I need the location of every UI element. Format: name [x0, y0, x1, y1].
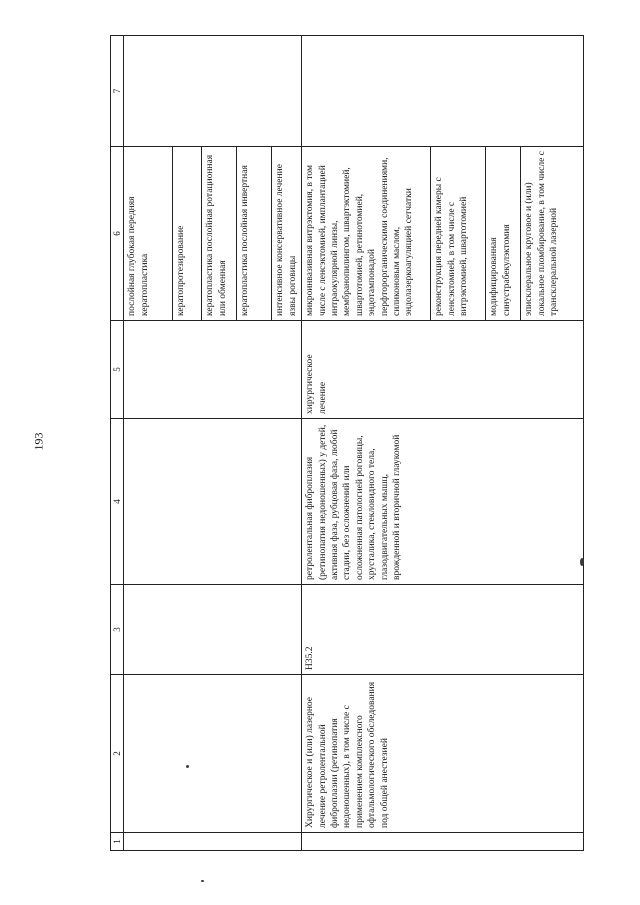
cell-top-col-5: [124, 321, 302, 419]
services-table: [110, 35, 584, 851]
cell-top-col-7: [124, 36, 302, 147]
cell-col-7: [302, 36, 584, 147]
top-continuation-row: [124, 36, 302, 851]
rotated-table-container: [110, 36, 584, 851]
header-col-2: 2: [111, 675, 124, 833]
method-item: модифицированная синустрабекулэктомия: [486, 147, 521, 320]
method-item: кератопластика послойная инвертная: [237, 147, 272, 320]
cell-col-4-diagnosis: ретролентальная фиброплазия (ретинопатия недоношенных) у детей, активная фаза, рубцовая фаза, любой стадии, без осложнений или осложненная патологией роговицы, хрусталика, стекловидного тела, глазодвигательных мышц, врожденной и вторичной глаукомой: [302, 419, 584, 585]
header-col-7: 7: [111, 36, 124, 147]
cell-top-col-3: [124, 585, 302, 675]
main-row: [302, 36, 584, 851]
cell-col-6-methods: [302, 147, 584, 321]
cell-top-col-6: [124, 147, 302, 321]
scan-mark: [580, 558, 584, 566]
cell-top-col-1: [124, 833, 302, 851]
cell-col-2-procedure: Хирургическое и (или) лазерное лечение ретролентальной фиброплазии (ретинопатия недоношенных), в том числе с применением комплексного офтальмологического обследования под общей анестезией: [302, 675, 584, 833]
page-number: 193: [31, 432, 46, 451]
header-col-4: 4: [111, 419, 124, 585]
header-col-5: 5: [111, 321, 124, 419]
method-item: послойная глубокая передняя кератопластика: [124, 147, 173, 320]
scan-mark: [201, 880, 204, 882]
method-item: эписклеральное круговое и (или) локальное пломбирование, в том числе с трансклеральной лазерной: [524, 151, 560, 316]
header-col-6: 6: [111, 147, 124, 321]
cell-top-col-4: [124, 419, 302, 585]
header-col-3: 3: [111, 585, 124, 675]
cell-col-1: [302, 833, 584, 851]
cell-top-col-2: [124, 675, 302, 833]
header-row: [111, 36, 124, 851]
cell-col-3-code: Н35.2: [302, 585, 584, 675]
scan-dot: [186, 765, 189, 768]
method-item: микроинвазивная витрэктомия, в том числе с ленсэктомией, имплантацией интраокулярной линзы, мембранопилингом, швартэктомией, швартотомией, ретинотомией, эндотампонадой перфторорганическими соединениями, силиконовым маслом, эндолазеркоагуляцией сетчатки: [302, 147, 431, 320]
method-item: кератопластика послойная ротационная или обменная: [202, 147, 237, 320]
header-col-1: 1: [111, 833, 124, 851]
cell-col-5-treatment-type: хирургическое лечение: [302, 321, 584, 419]
method-item: кератопротезирование: [173, 147, 202, 320]
method-item: интенсивное консервативное лечение язвы роговицы: [275, 164, 298, 316]
method-item: реконструкция передней камеры с ленсэктомией, в том числе с витрэктомией, швартотомией: [431, 147, 486, 320]
